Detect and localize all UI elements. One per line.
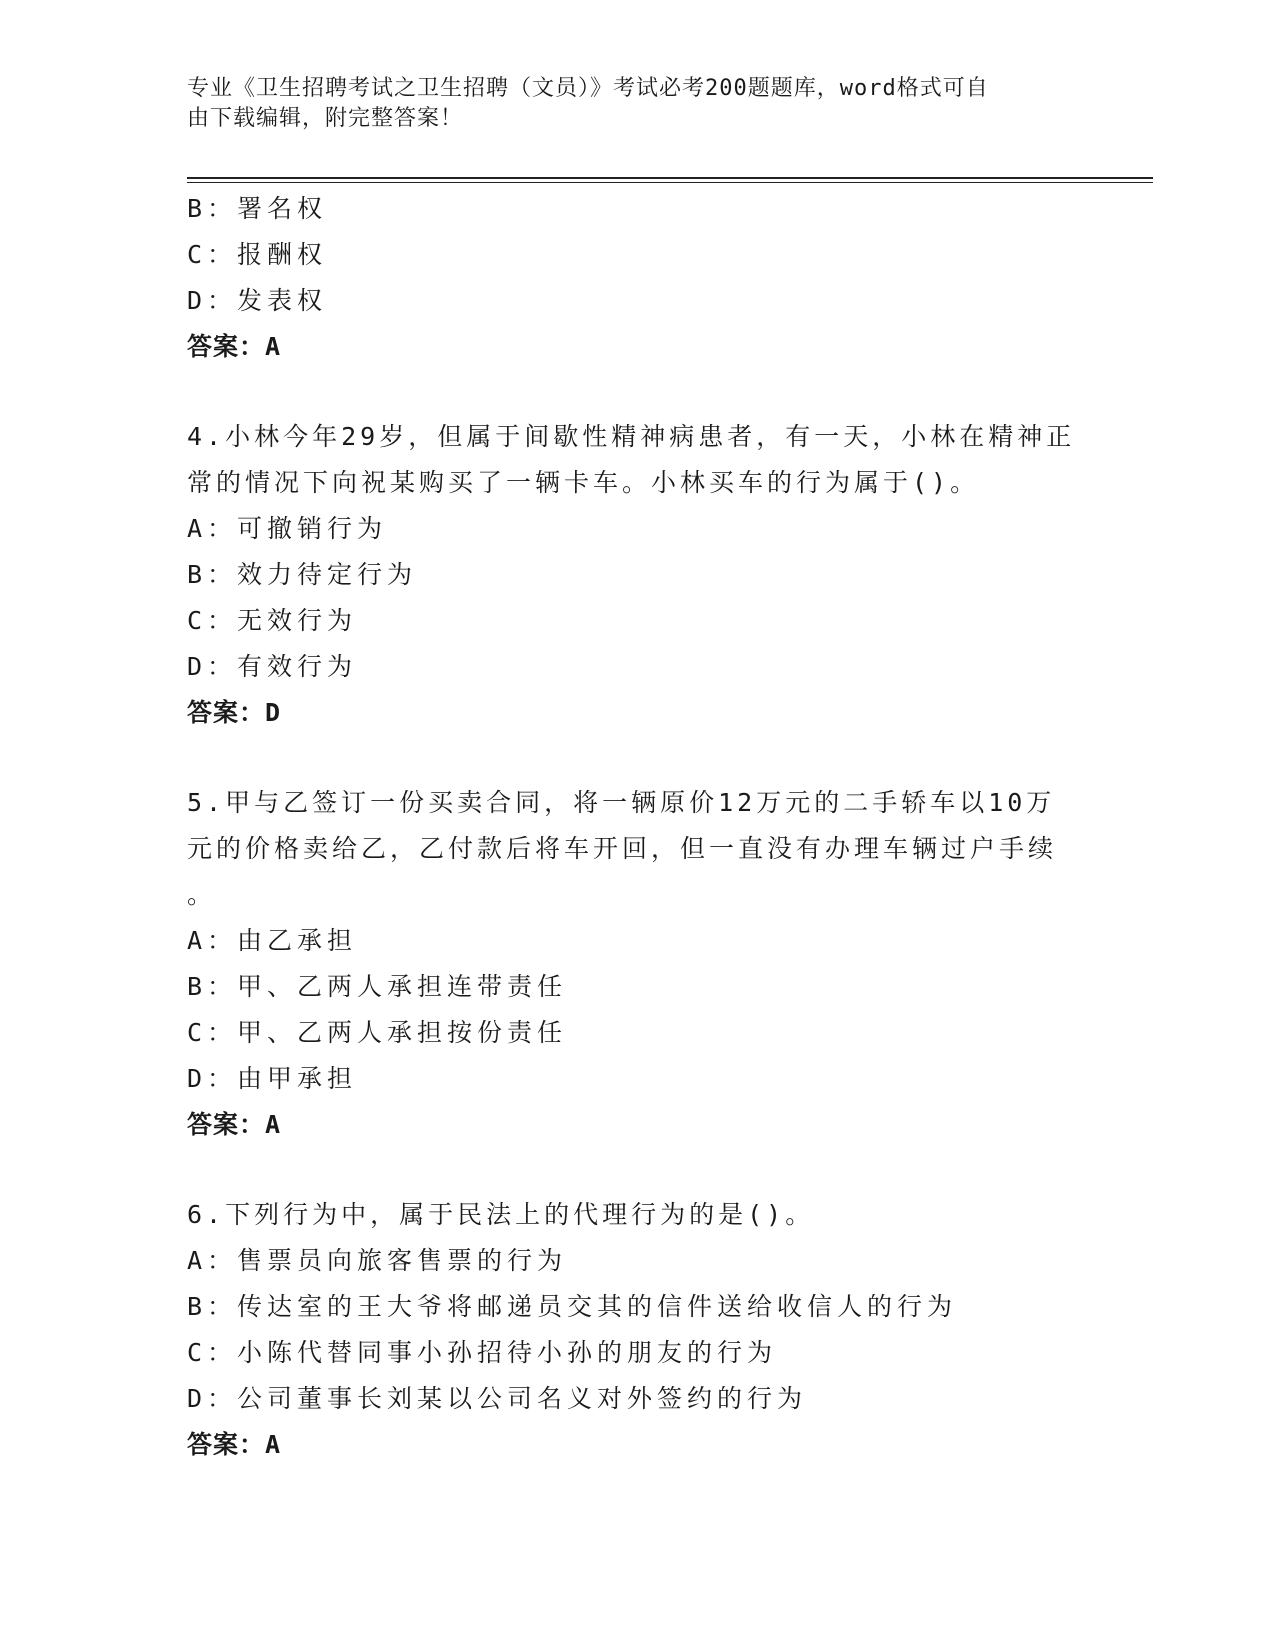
option-b: B：传达室的王大爷将邮递员交其的信件送给收信人的行为 [187, 1292, 958, 1321]
option-d: D：由甲承担 [187, 1064, 358, 1093]
header-line-2: 由下载编辑，附完整答案！ [187, 106, 464, 131]
option-b: B：甲、乙两人承担连带责任 [187, 972, 568, 1001]
option-d: D：公司董事长刘某以公司名义对外签约的行为 [187, 1384, 808, 1413]
header-line-1: 专业《卫生招聘考试之卫生招聘（文员）》考试必考200题题库，word格式可自 [187, 76, 989, 101]
document-header [187, 74, 1067, 134]
option-a: A：可撤销行为 [187, 514, 388, 543]
option-b: B：效力待定行为 [187, 560, 418, 589]
question-stem-line: 5.甲与乙签订一份买卖合同，将一辆原价12万元的二手轿车以10万 [187, 788, 1056, 817]
option-d: D：发表权 [187, 286, 328, 315]
question-6 [187, 1192, 1087, 1468]
header-divider-thick [187, 177, 1153, 179]
question-stem-line: 。 [187, 880, 217, 909]
option-c: C：小陈代替同事小孙招待小孙的朋友的行为 [187, 1338, 778, 1367]
option-c: C：无效行为 [187, 606, 358, 635]
answer: 答案：A [187, 1110, 282, 1139]
question-3-continued [187, 186, 1087, 370]
question-content [187, 186, 1087, 1468]
answer: 答案：A [187, 1430, 282, 1459]
question-4 [187, 414, 1087, 736]
option-c: C：甲、乙两人承担按份责任 [187, 1018, 568, 1047]
spacer [187, 736, 1087, 780]
question-stem-line: 元的价格卖给乙，乙付款后将车开回，但一直没有办理车辆过户手续 [187, 834, 1058, 863]
spacer [187, 1148, 1087, 1192]
option-b: B：署名权 [187, 194, 328, 223]
option-a: A：由乙承担 [187, 926, 358, 955]
question-stem-line: 6.下列行为中，属于民法上的代理行为的是()。 [187, 1200, 815, 1229]
answer: 答案：A [187, 332, 282, 361]
question-stem-line: 常的情况下向祝某购买了一辆卡车。小林买车的行为属于()。 [187, 468, 980, 497]
option-c: C：报酬权 [187, 240, 328, 269]
question-stem-line: 4.小林今年29岁，但属于间歇性精神病患者，有一天，小林在精神正 [187, 422, 1076, 451]
header-divider-thin [187, 182, 1153, 183]
question-5 [187, 780, 1087, 1148]
answer: 答案：D [187, 698, 282, 727]
option-a: A：售票员向旅客售票的行为 [187, 1246, 568, 1275]
option-d: D：有效行为 [187, 652, 358, 681]
spacer [187, 370, 1087, 414]
